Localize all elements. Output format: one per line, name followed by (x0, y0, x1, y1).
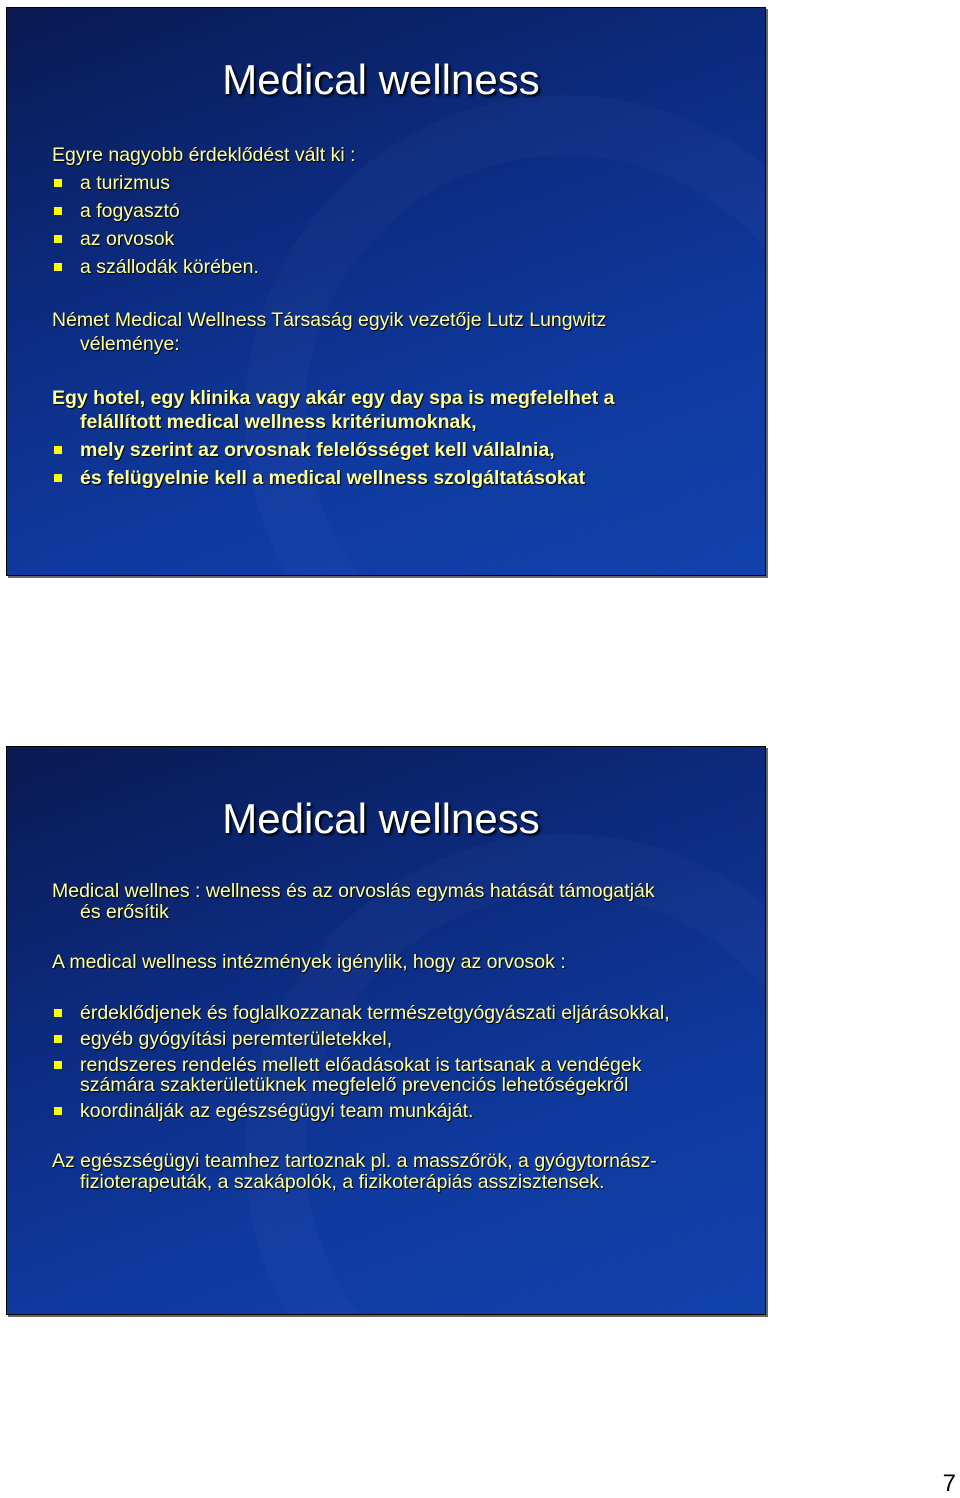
slide-1-title: Medical wellness (222, 56, 540, 103)
page-number: 7 (942, 1470, 956, 1497)
slide-2-title: Medical wellness (222, 795, 540, 842)
team-text: Az egészségügyi teamhez tartoznak pl. a masszőrök, a gyógytornász- (52, 1150, 657, 1172)
bullet-item: az orvosok (52, 227, 745, 251)
team-text-cont: fizioterapeuták, a szakápolók, a fizikoterápiás asszisztensek. (80, 1171, 605, 1193)
criteria-text: Egy hotel, egy klinika vagy akár egy day spa is megfelelhet a (52, 387, 615, 409)
bullet-item: és felügyelnie kell a medical wellness szolgáltatásokat (52, 466, 745, 490)
opinion-text-cont: véleménye: (80, 333, 180, 355)
bullet-item: mely szerint az orvosnak felelősséget kell vállalnia, (52, 438, 745, 462)
opinion-text: Német Medical Wellness Társaság egyik vezetője Lutz Lungwitz (52, 309, 607, 331)
requirement-text: A medical wellness intézmények igénylik, hogy az orvosok : (52, 951, 566, 973)
slide-1-body (52, 143, 745, 494)
definition-text: Medical wellnes : wellness és az orvoslás egymás hatását támogatják (52, 880, 655, 902)
bullet-item: rendszeres rendelés mellett előadásokat is tartsanak a vendégek (52, 1053, 745, 1077)
slide-2 (6, 746, 766, 1315)
bullet-item: a szállodák körében. (52, 255, 745, 279)
definition-text-cont: és erősítik (80, 901, 169, 923)
bullet-item: a turizmus (52, 171, 745, 195)
bullet-item-cont: számára szakterületüknek megfelelő prevenciós lehetőségekről (80, 1074, 629, 1096)
criteria-text-cont: felállított medical wellness kritériumoknak, (80, 411, 477, 433)
intro-text: Egyre nagyobb érdeklődést vált ki : (52, 144, 356, 166)
bullet-item: koordinálják az egészségügyi team munkáját. (52, 1099, 745, 1123)
slide-1 (6, 7, 766, 576)
bullet-item: egyéb gyógyítási peremterületekkel, (52, 1027, 745, 1051)
bullet-item: a fogyasztó (52, 199, 745, 223)
slide-2-body (52, 879, 745, 1194)
bullet-item: érdeklődjenek és foglalkozzanak természetgyógyászati eljárásokkal, (52, 1001, 745, 1025)
